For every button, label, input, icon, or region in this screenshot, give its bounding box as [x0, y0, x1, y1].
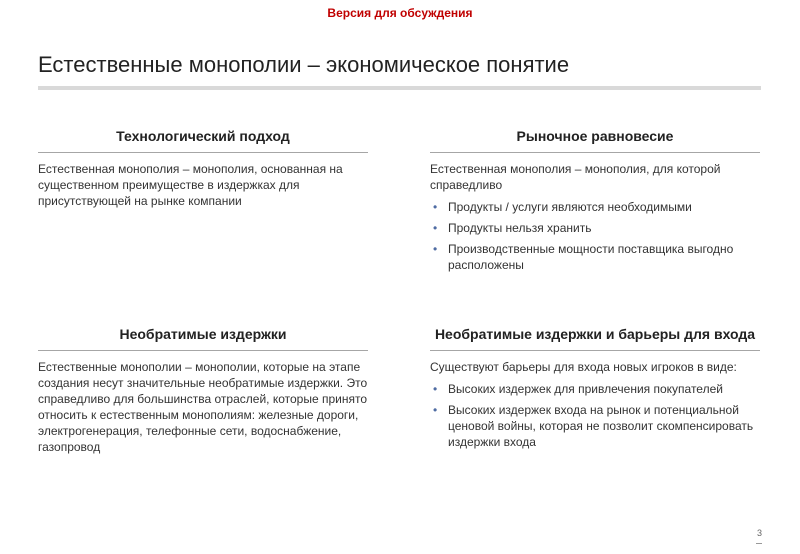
bullet-item: • Высоких издержек для привлечения покупателей — [430, 381, 760, 397]
page-title: Естественные монополии – экономическое понятие — [38, 52, 570, 77]
title-divider — [38, 86, 761, 90]
bullet-item: • Продукты нельзя хранить — [430, 220, 760, 236]
panel-text: Естественная монополия – монополия, основанная на существенном преимуществе в издержках для присутствующей на рынке компании — [38, 162, 343, 208]
bullet-item: • Продукты / услуги являются необходимыми — [430, 199, 760, 215]
panel-barriers-to-entry — [430, 296, 760, 455]
panel-sunk-costs — [38, 296, 368, 455]
panel-intro: Естественная монополия – монополия, для которой справедливо — [430, 162, 721, 192]
bullet-list — [430, 199, 760, 273]
panel-text: Естественные монополии – монополии, которые на этапе создания несут значительные необратимые издержки. Это справедливо для большинства отраслей, которые принято относить к естественным монополиям: железные дороги, электрогенерация, телефонные сети, водоснабжение, газопровод — [38, 360, 368, 454]
bullet-item: • Высоких издержек входа на рынок и потенциальной ценовой войны, которая не позволит скомпенсировать издержки входа — [430, 402, 760, 450]
bullet-item: • Производственные мощности поставщика выгодно расположены — [430, 241, 760, 273]
panel-heading: Необратимые издержки и барьеры для входа — [430, 296, 760, 351]
page-number-rule — [756, 543, 762, 544]
panel-body — [430, 351, 760, 450]
panel-intro: Существуют барьеры для входа новых игроков в виде: — [430, 360, 737, 374]
panel-body — [430, 153, 760, 273]
panel-market-equilibrium — [430, 114, 760, 278]
panel-heading: Рыночное равновесие — [430, 114, 760, 153]
draft-banner: Версия для обсуждения — [327, 6, 473, 20]
bullet-list — [430, 381, 760, 450]
panel-heading: Технологический подход — [38, 114, 368, 153]
panel-technological-approach — [38, 114, 368, 209]
page-number: 3 — [756, 528, 762, 538]
panel-heading: Необратимые издержки — [38, 296, 368, 351]
